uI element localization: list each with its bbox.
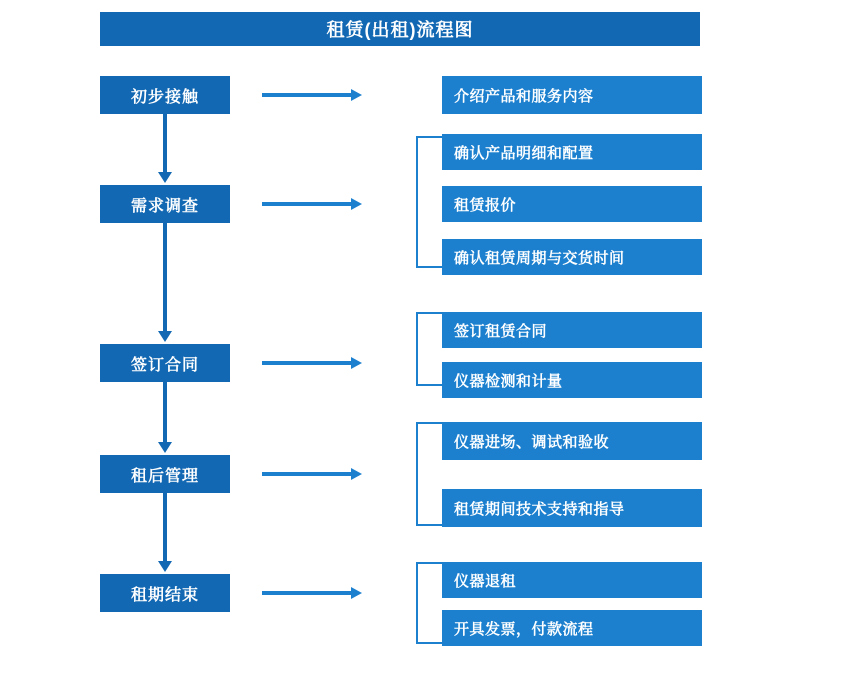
bracket-group-5 (416, 562, 442, 644)
horizontal-arrow-2 (262, 198, 362, 210)
detail-box-3[interactable]: 租赁报价 (442, 186, 702, 222)
page-title: 租赁(出租)流程图 (100, 12, 700, 46)
stage-box-5[interactable]: 租期结束 (100, 574, 230, 612)
stage-box-4[interactable]: 租后管理 (100, 455, 230, 493)
horizontal-arrow-4 (262, 468, 362, 480)
detail-box-5[interactable]: 签订租赁合同 (442, 312, 702, 348)
horizontal-arrow-1 (262, 89, 362, 101)
bracket-group-2 (416, 136, 442, 268)
horizontal-arrow-3 (262, 357, 362, 369)
detail-box-1[interactable]: 介绍产品和服务内容 (442, 76, 702, 114)
detail-box-8[interactable]: 租赁期间技术支持和指导 (442, 489, 702, 527)
bracket-group-3 (416, 312, 442, 386)
stage-box-3[interactable]: 签订合同 (100, 344, 230, 382)
detail-box-4[interactable]: 确认租赁周期与交货时间 (442, 239, 702, 275)
bracket-group-4 (416, 422, 442, 526)
stage-box-1[interactable]: 初步接触 (100, 76, 230, 114)
detail-box-10[interactable]: 开具发票，付款流程 (442, 610, 702, 646)
detail-box-9[interactable]: 仪器退租 (442, 562, 702, 598)
detail-box-2[interactable]: 确认产品明细和配置 (442, 134, 702, 170)
detail-box-7[interactable]: 仪器进场、调试和验收 (442, 422, 702, 460)
detail-box-6[interactable]: 仪器检测和计量 (442, 362, 702, 398)
horizontal-arrow-5 (262, 587, 362, 599)
stage-box-2[interactable]: 需求调查 (100, 185, 230, 223)
